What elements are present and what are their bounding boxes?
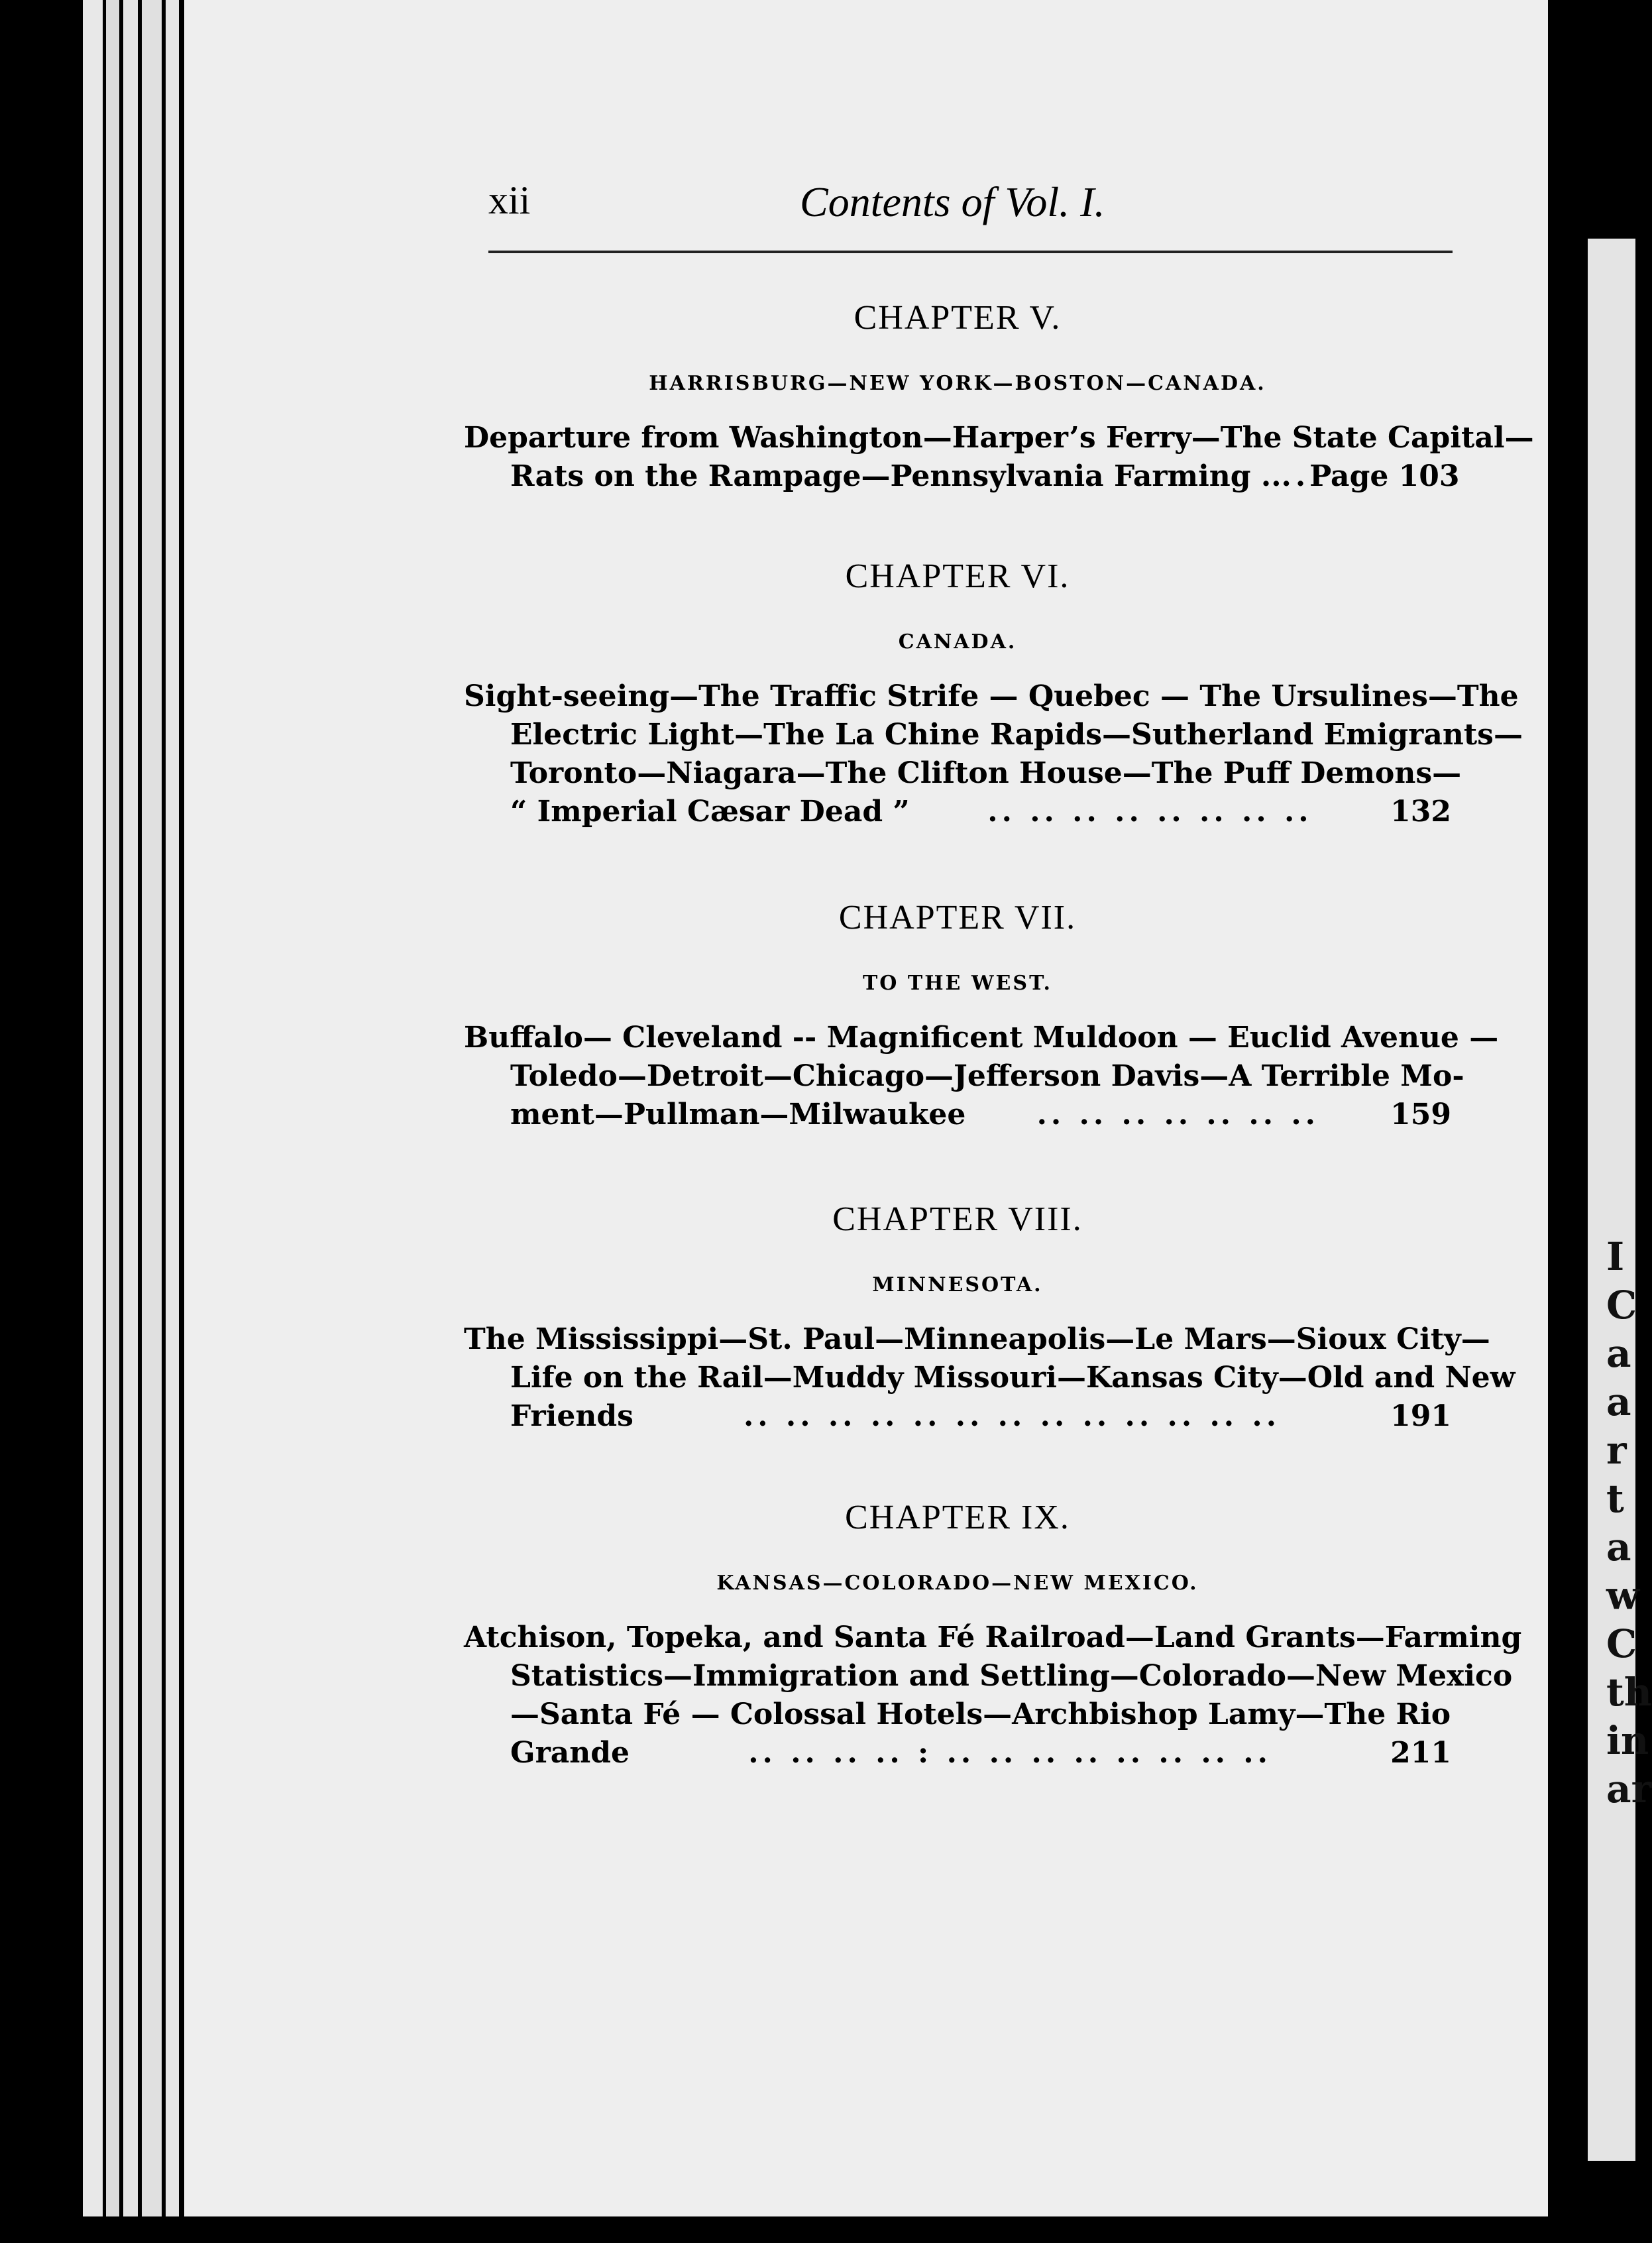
page-reference: 191 bbox=[1390, 1399, 1451, 1433]
summary-line: Atchison, Topeka, and Santa Fé Railroad—Land Grants—Farming bbox=[464, 1621, 1522, 1654]
page-reference: Page 103 bbox=[1309, 459, 1460, 493]
summary-line: Sight-seeing—The Traffic Strife — Quebec — The Ursulines—The bbox=[464, 679, 1519, 713]
chapter-summary bbox=[464, 1019, 1499, 1134]
page-header bbox=[488, 178, 1453, 253]
facing-page-fragment: th bbox=[1606, 1670, 1652, 1715]
dot-leader: .. bbox=[1281, 459, 1310, 493]
summary-line: Statistics—Immigration and Settling—Colorado—New Mexico bbox=[510, 1659, 1513, 1693]
chapter-subtitle: TO THE WEST. bbox=[862, 972, 1052, 995]
facing-page-fragment: C bbox=[1606, 1283, 1637, 1328]
summary-line bbox=[464, 1734, 1451, 1772]
page-number: xii bbox=[488, 178, 531, 222]
summary-line: Departure from Washington—Harper’s Ferry—The State Capital— bbox=[464, 421, 1534, 455]
facing-page-fragment: t bbox=[1606, 1476, 1624, 1521]
facing-page-fragment: a bbox=[1606, 1379, 1631, 1424]
summary-line: The Mississippi—St. Paul—Minneapolis—Le Mars—Sioux City— bbox=[464, 1322, 1490, 1356]
facing-page-fragment: r bbox=[1606, 1428, 1627, 1473]
facing-page-edge bbox=[1588, 239, 1635, 2161]
chapter-entry bbox=[464, 898, 1499, 1134]
summary-line bbox=[464, 793, 1451, 831]
facing-page-fragment: I bbox=[1606, 1234, 1625, 1279]
chapter-subtitle: MINNESOTA. bbox=[872, 1273, 1043, 1296]
chapter-summary bbox=[464, 1619, 1522, 1772]
chapter-entry bbox=[464, 298, 1534, 496]
summary-line bbox=[464, 1397, 1451, 1436]
chapter-summary bbox=[464, 677, 1523, 831]
summary-line: Toronto—Niagara—The Clifton House—The Puff Demons— bbox=[510, 756, 1462, 790]
chapter-title: CHAPTER VII. bbox=[838, 899, 1077, 937]
facing-page-fragment: a bbox=[1606, 1331, 1631, 1376]
running-title: Contents of Vol. I. bbox=[800, 178, 1105, 225]
summary-text: “ Imperial Cæsar Dead ” bbox=[510, 795, 910, 829]
page-reference: 211 bbox=[1390, 1736, 1451, 1770]
chapter-subtitle: HARRISBURG—NEW YORK—BOSTON—CANADA. bbox=[649, 372, 1266, 395]
page-reference: 132 bbox=[1390, 795, 1451, 829]
summary-line: Toledo—Detroit—Chicago—Jefferson Davis—A Terrible Mo- bbox=[510, 1059, 1464, 1093]
facing-page-fragment: w bbox=[1606, 1573, 1639, 1618]
page-edge bbox=[83, 0, 103, 2243]
chapter-title: CHAPTER VI. bbox=[845, 557, 1070, 595]
page-edge bbox=[123, 0, 138, 2243]
dot-leader: .. .. .. .. .. .. .. bbox=[1036, 1098, 1319, 1131]
chapter-entry bbox=[464, 1200, 1515, 1436]
summary-text: Friends bbox=[510, 1399, 633, 1433]
summary-line bbox=[464, 457, 1460, 496]
page-edge bbox=[106, 0, 119, 2243]
summary-text: ment—Pullman—Milwaukee bbox=[510, 1098, 966, 1131]
summary-line: —Santa Fé — Colossal Hotels—Archbishop Lamy—The Rio bbox=[510, 1697, 1451, 1731]
dot-leader: .. .. .. .. : .. .. .. .. .. .. .. .. bbox=[748, 1736, 1272, 1770]
facing-page-fragment: in bbox=[1606, 1718, 1649, 1763]
book-gutter bbox=[1548, 0, 1588, 2243]
chapter-subtitle: CANADA. bbox=[898, 630, 1017, 654]
chapter-title: CHAPTER V. bbox=[854, 299, 1062, 337]
chapter-subtitle: KANSAS—COLORADO—NEW MEXICO. bbox=[716, 1572, 1199, 1595]
chapter-summary bbox=[464, 419, 1534, 496]
summary-line: Electric Light—The La Chine Rapids—Sutherland Emigrants— bbox=[510, 718, 1523, 752]
facing-page-text bbox=[1606, 1233, 1652, 1813]
facing-page-fragment: ar bbox=[1606, 1766, 1652, 1812]
page-reference: 159 bbox=[1390, 1098, 1451, 1131]
facing-page-fragment: C bbox=[1606, 1621, 1637, 1666]
chapter-entry bbox=[464, 1498, 1522, 1772]
scan-border-bottom bbox=[0, 2216, 1635, 2243]
chapter-title: CHAPTER VIII. bbox=[832, 1200, 1083, 1238]
summary-line: Life on the Rail—Muddy Missouri—Kansas City—Old and New bbox=[510, 1361, 1515, 1395]
chapter-summary bbox=[464, 1320, 1515, 1436]
dot-leader: .. .. .. .. .. .. .. .. bbox=[987, 795, 1313, 829]
summary-text: Rats on the Rampage—Pennsylvania Farming .. bbox=[510, 459, 1282, 493]
chapter-entry bbox=[464, 557, 1523, 831]
facing-page-fragment: a bbox=[1606, 1524, 1631, 1570]
summary-text: Grande bbox=[510, 1736, 630, 1770]
dot-leader: .. .. .. .. .. .. .. .. .. .. .. .. .. bbox=[743, 1399, 1281, 1433]
summary-line: Buffalo— Cleveland -- Magnificent Muldoon — Euclid Avenue — bbox=[464, 1021, 1499, 1055]
chapter-title: CHAPTER IX. bbox=[845, 1499, 1070, 1536]
summary-line bbox=[464, 1096, 1451, 1134]
page-edge bbox=[166, 0, 179, 2243]
page-edge bbox=[142, 0, 162, 2243]
